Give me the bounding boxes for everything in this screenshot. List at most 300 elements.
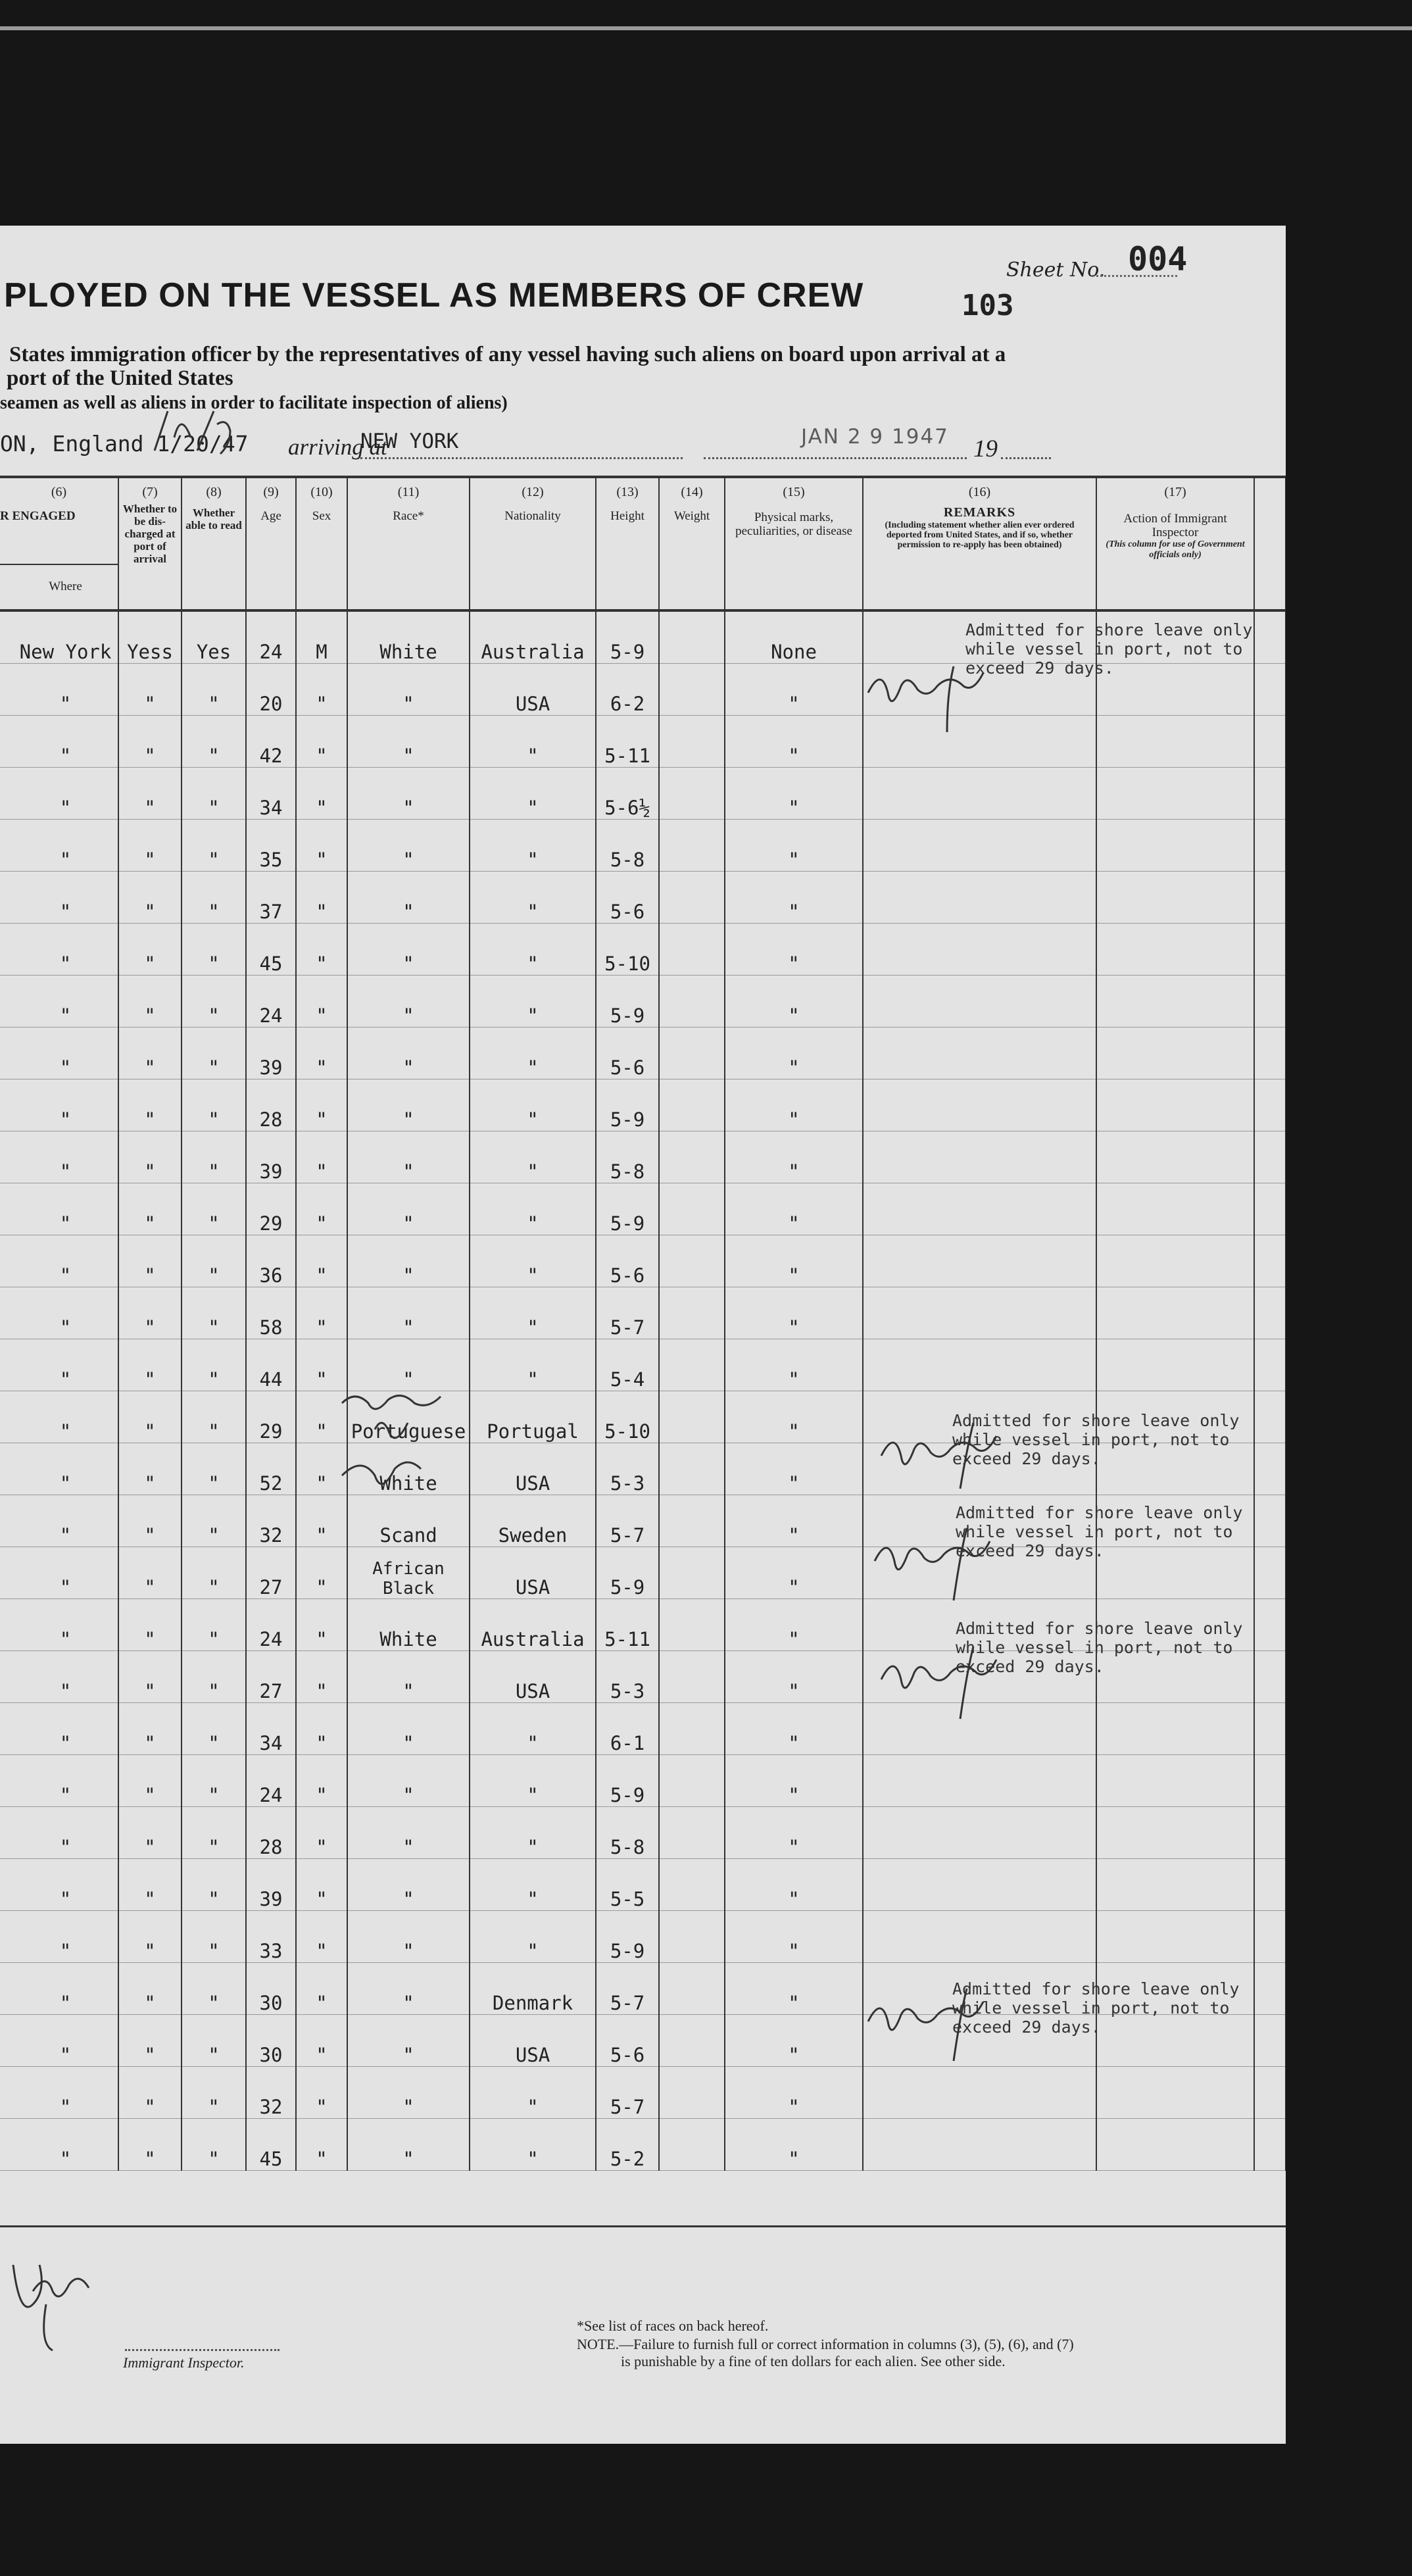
cell-nationality: " — [470, 1859, 596, 1911]
row-edge-cell — [0, 1859, 13, 1911]
margin-cell — [1254, 1599, 1286, 1651]
remarks-cell — [863, 2067, 1096, 2119]
cell-age: 39 — [246, 1859, 296, 1911]
arrival-port: NEW YORK — [360, 430, 459, 453]
cell-nationality: " — [470, 1287, 596, 1339]
cell-discharged: " — [118, 924, 182, 976]
cell-read: " — [182, 1131, 246, 1183]
cell-read: " — [182, 1391, 246, 1443]
cell-nationality: " — [470, 1028, 596, 1079]
remarks-cell — [863, 1079, 1096, 1131]
cell-marks: " — [725, 2067, 863, 2119]
crew-table — [0, 476, 1286, 2171]
cell-age: 30 — [246, 2015, 296, 2067]
cell-sex: " — [296, 1495, 347, 1547]
col-9-header: (9) Age — [246, 477, 296, 610]
cell-race: Portuguese — [347, 1391, 470, 1443]
cell-height: 5-8 — [596, 820, 659, 872]
cell-nationality: " — [470, 1235, 596, 1287]
margin-cell — [1254, 1079, 1286, 1131]
margin-cell — [1254, 1131, 1286, 1183]
cell-age: 39 — [246, 1131, 296, 1183]
cell-sex: " — [296, 820, 347, 872]
action-cell — [1096, 1131, 1254, 1183]
cell-read: " — [182, 1859, 246, 1911]
cell-where: " — [13, 1028, 118, 1079]
row-edge-cell — [0, 1183, 13, 1235]
inspector-signature — [7, 2239, 125, 2357]
cell-read: " — [182, 1287, 246, 1339]
cell-age: 34 — [246, 1703, 296, 1755]
cell-marks: " — [725, 1963, 863, 2015]
cell-discharged: " — [118, 976, 182, 1028]
action-cell — [1096, 1911, 1254, 1963]
remark-5: Admitted for shore leave only while vessel in port, not to exceed 29 days. — [952, 1979, 1240, 2037]
row-edge-cell — [0, 872, 13, 924]
intro-line-2: port of the United States — [7, 366, 233, 390]
cell-read: " — [182, 820, 246, 872]
cell-where: " — [13, 1547, 118, 1599]
cell-nationality: " — [470, 2119, 596, 2171]
cell-read: " — [182, 768, 246, 820]
cell-age: 27 — [246, 1547, 296, 1599]
margin-cell — [1254, 1651, 1286, 1703]
cell-where: " — [13, 1235, 118, 1287]
cell-read: " — [182, 1651, 246, 1703]
cell-where: New York — [13, 610, 118, 664]
cell-height: 5-9 — [596, 1183, 659, 1235]
margin-cell — [1254, 1859, 1286, 1911]
cell-discharged: " — [118, 2119, 182, 2171]
remarks-cell — [863, 820, 1096, 872]
race-handwritten-corrections — [335, 1383, 454, 1515]
film-edge-line — [0, 26, 1412, 30]
cell-sex: " — [296, 1183, 347, 1235]
cell-race: " — [347, 1028, 470, 1079]
row-edge-cell — [0, 1235, 13, 1287]
cell-age: 29 — [246, 1391, 296, 1443]
manifest-sheet — [0, 226, 1286, 2444]
cell-sex: " — [296, 1391, 347, 1443]
cell-nationality: " — [470, 820, 596, 872]
margin-cell — [1254, 716, 1286, 768]
arriving-label: arriving at — [288, 434, 387, 460]
cell-marks: " — [725, 1651, 863, 1703]
cell-sex: M — [296, 610, 347, 664]
cell-race: " — [347, 976, 470, 1028]
port-dotline — [360, 457, 683, 459]
row-edge-cell — [0, 1911, 13, 1963]
action-cell — [1096, 1859, 1254, 1911]
cell-nationality: USA — [470, 2015, 596, 2067]
cell-weight — [659, 1599, 725, 1651]
cell-height: 5-9 — [596, 1755, 659, 1807]
action-cell — [1096, 1703, 1254, 1755]
row-edge-cell — [0, 768, 13, 820]
margin-cell — [1254, 976, 1286, 1028]
remarks-cell — [863, 1131, 1096, 1183]
action-cell — [1096, 1807, 1254, 1859]
cell-discharged: " — [118, 1495, 182, 1547]
cell-sex: " — [296, 1028, 347, 1079]
margin-cell — [1254, 2119, 1286, 2171]
cell-discharged: " — [118, 1911, 182, 1963]
remarks-cell — [863, 1183, 1096, 1235]
action-cell — [1096, 820, 1254, 872]
row-edge-cell — [0, 1028, 13, 1079]
cell-age: 28 — [246, 1079, 296, 1131]
action-cell — [1096, 1079, 1254, 1131]
row-edge-cell — [0, 1131, 13, 1183]
action-cell — [1096, 924, 1254, 976]
cell-height: 6-2 — [596, 664, 659, 716]
row-edge-cell — [0, 2015, 13, 2067]
margin-cell — [1254, 1183, 1286, 1235]
inspector-signature-line — [125, 2349, 280, 2351]
cell-nationality: " — [470, 976, 596, 1028]
cell-weight — [659, 1911, 725, 1963]
row-edge-cell — [0, 1547, 13, 1599]
cell-weight — [659, 1391, 725, 1443]
remarks-cell — [863, 1028, 1096, 1079]
cell-race: " — [347, 1183, 470, 1235]
cell-sex: " — [296, 1859, 347, 1911]
row-edge-cell — [0, 1755, 13, 1807]
cell-sex: " — [296, 768, 347, 820]
sheet-number: 004 — [1128, 240, 1188, 278]
year-label: 19 — [973, 435, 998, 462]
remarks-cell — [863, 872, 1096, 924]
cell-sex: " — [296, 1703, 347, 1755]
table-row — [0, 1911, 1286, 1963]
cell-marks: " — [725, 1703, 863, 1755]
cell-age: 34 — [246, 768, 296, 820]
cell-weight — [659, 820, 725, 872]
page-number: 103 — [962, 289, 1014, 322]
cell-read: " — [182, 924, 246, 976]
cell-race: " — [347, 1859, 470, 1911]
cell-discharged: " — [118, 664, 182, 716]
cell-where: " — [13, 1183, 118, 1235]
table-row — [0, 1807, 1286, 1859]
cell-nationality: " — [470, 2067, 596, 2119]
cell-discharged: " — [118, 1963, 182, 2015]
cell-weight — [659, 1443, 725, 1495]
cell-height: 5-6½ — [596, 768, 659, 820]
cell-where: " — [13, 1703, 118, 1755]
cell-discharged: " — [118, 1131, 182, 1183]
cell-marks: " — [725, 1028, 863, 1079]
table-row — [0, 716, 1286, 768]
cell-marks: " — [725, 1287, 863, 1339]
cell-discharged: " — [118, 1391, 182, 1443]
cell-race: African Black — [347, 1547, 470, 1599]
cell-race: " — [347, 872, 470, 924]
cell-where: " — [13, 1391, 118, 1443]
cell-height: 5-3 — [596, 1651, 659, 1703]
col-6-where-header: Where — [13, 564, 118, 610]
cell-nationality: USA — [470, 1651, 596, 1703]
cell-where: " — [13, 2119, 118, 2171]
action-cell — [1096, 1235, 1254, 1287]
cell-height: 5-9 — [596, 610, 659, 664]
cell-weight — [659, 1287, 725, 1339]
cell-marks: " — [725, 1339, 863, 1391]
cell-sex: " — [296, 2067, 347, 2119]
cell-where: " — [13, 1755, 118, 1807]
cell-nationality: " — [470, 1079, 596, 1131]
cell-where: " — [13, 1807, 118, 1859]
row-edge-cell — [0, 716, 13, 768]
cell-discharged: " — [118, 1859, 182, 1911]
remarks-cell — [863, 1911, 1096, 1963]
cell-read: " — [182, 1599, 246, 1651]
remarks-cell — [863, 2119, 1096, 2171]
cell-marks: " — [725, 1079, 863, 1131]
cell-sex: " — [296, 1079, 347, 1131]
row-edge-cell — [0, 1287, 13, 1339]
cell-nationality: " — [470, 1339, 596, 1391]
row-edge-cell — [0, 1651, 13, 1703]
cell-where: " — [13, 1443, 118, 1495]
cell-read: " — [182, 1495, 246, 1547]
margin-cell — [1254, 1287, 1286, 1339]
cell-where: " — [13, 820, 118, 872]
cell-race: " — [347, 716, 470, 768]
table-row — [0, 820, 1286, 872]
cell-weight — [659, 872, 725, 924]
cell-height: 5-7 — [596, 1287, 659, 1339]
cell-weight — [659, 976, 725, 1028]
cell-discharged: " — [118, 1547, 182, 1599]
cell-sex: " — [296, 976, 347, 1028]
cell-sex: " — [296, 1599, 347, 1651]
table-row — [0, 976, 1286, 1028]
cell-read: " — [182, 1339, 246, 1391]
cell-height: 5-10 — [596, 924, 659, 976]
row-edge-cell — [0, 1339, 13, 1391]
cell-read: " — [182, 1028, 246, 1079]
footnote-fine: is punishable by a fine of ten dollars for each alien. See other side. — [621, 2353, 1006, 2369]
row-edge-cell — [0, 610, 13, 664]
table-row — [0, 2119, 1286, 2171]
cell-nationality: USA — [470, 1443, 596, 1495]
cell-marks: " — [725, 768, 863, 820]
cell-sex: " — [296, 2119, 347, 2171]
margin-cell — [1254, 1547, 1286, 1599]
margin-cell — [1254, 1703, 1286, 1755]
cell-weight — [659, 2015, 725, 2067]
cell-age: 24 — [246, 1755, 296, 1807]
cell-marks: " — [725, 2015, 863, 2067]
cell-race: " — [347, 1287, 470, 1339]
cell-read: " — [182, 2015, 246, 2067]
cell-read: " — [182, 2067, 246, 2119]
row-edge-cell — [0, 1443, 13, 1495]
cell-discharged: " — [118, 716, 182, 768]
cell-age: 28 — [246, 1807, 296, 1859]
date-stamp: JAN 2 9 1947 — [801, 425, 949, 449]
cell-age: 20 — [246, 664, 296, 716]
col-12-header: (12) Nationality — [470, 477, 596, 610]
action-cell — [1096, 1028, 1254, 1079]
cell-read: " — [182, 1963, 246, 2015]
cell-where: " — [13, 2015, 118, 2067]
cell-race: White — [347, 1599, 470, 1651]
cell-read: " — [182, 1911, 246, 1963]
cell-height: 5-3 — [596, 1443, 659, 1495]
cell-marks: " — [725, 1235, 863, 1287]
cell-weight — [659, 2067, 725, 2119]
row-edge-cell — [0, 2067, 13, 2119]
margin-col-header — [1254, 477, 1286, 610]
cell-race: " — [347, 1807, 470, 1859]
col-14-header: (14) Weight — [659, 477, 725, 610]
cell-discharged: Yess — [118, 610, 182, 664]
cell-sex: " — [296, 1755, 347, 1807]
cell-race: " — [347, 924, 470, 976]
cell-height: 5-7 — [596, 1963, 659, 2015]
margin-cell — [1254, 872, 1286, 924]
remarks-cell — [863, 1859, 1096, 1911]
cell-weight — [659, 2119, 725, 2171]
remarks-cell — [863, 1339, 1096, 1391]
cell-marks: " — [725, 1391, 863, 1443]
cell-discharged: " — [118, 820, 182, 872]
col-10-header: (10) Sex — [296, 477, 347, 610]
cell-read: " — [182, 1703, 246, 1755]
cell-read: " — [182, 2119, 246, 2171]
col-16-header: (16) REMARKS (Including statement whether alien ever ordered deported from United States, and if so, whether permission to re-apply has been obtained) — [863, 477, 1096, 610]
cell-weight — [659, 1703, 725, 1755]
cell-height: 5-5 — [596, 1859, 659, 1911]
cell-where: " — [13, 1495, 118, 1547]
cell-weight — [659, 1235, 725, 1287]
cell-weight — [659, 1183, 725, 1235]
cell-height: 5-2 — [596, 2119, 659, 2171]
cell-height: 5-6 — [596, 2015, 659, 2067]
row-edge-cell — [0, 1963, 13, 2015]
remark-3: Admitted for shore leave only while vessel in port, not to exceed 29 days. — [956, 1503, 1243, 1560]
margin-cell — [1254, 664, 1286, 716]
cell-discharged: " — [118, 1183, 182, 1235]
margin-cell — [1254, 1495, 1286, 1547]
remarks-cell — [863, 1287, 1096, 1339]
cell-nationality: Australia — [470, 1599, 596, 1651]
table-row — [0, 1755, 1286, 1807]
cell-read: " — [182, 1183, 246, 1235]
cell-age: 29 — [246, 1183, 296, 1235]
cell-read: " — [182, 716, 246, 768]
cell-weight — [659, 1079, 725, 1131]
cell-nationality: Sweden — [470, 1495, 596, 1547]
departure-field: ON, England 1/20/47 — [0, 431, 249, 457]
cell-sex: " — [296, 1963, 347, 2015]
table-row — [0, 768, 1286, 820]
cell-discharged: " — [118, 1028, 182, 1079]
page-title: PLOYED ON THE VESSEL AS MEMBERS OF CREW — [4, 276, 864, 314]
cell-height: 5-8 — [596, 1807, 659, 1859]
cell-marks: " — [725, 924, 863, 976]
table-row — [0, 1079, 1286, 1131]
remark-2: Admitted for shore leave only while vessel in port, not to exceed 29 days. — [952, 1411, 1240, 1468]
margin-cell — [1254, 1391, 1286, 1443]
remark-1: Admitted for shore leave only while vessel in port, not to exceed 29 days. — [965, 620, 1253, 678]
cell-race: Scand — [347, 1495, 470, 1547]
col-6-edge — [0, 564, 13, 610]
cell-nationality: " — [470, 716, 596, 768]
cell-weight — [659, 610, 725, 664]
cell-race: White — [347, 610, 470, 664]
row-edge-cell — [0, 664, 13, 716]
cell-where: " — [13, 1963, 118, 2015]
table-bottom-rule — [0, 2225, 1286, 2227]
cell-where: " — [13, 1339, 118, 1391]
table-row — [0, 1339, 1286, 1391]
table-row — [0, 1287, 1286, 1339]
margin-cell — [1254, 1443, 1286, 1495]
action-cell — [1096, 2119, 1254, 2171]
table-row — [0, 1859, 1286, 1911]
cell-race: " — [347, 1755, 470, 1807]
table-row — [0, 1131, 1286, 1183]
cell-race: " — [347, 1703, 470, 1755]
margin-cell — [1254, 2015, 1286, 2067]
row-edge-cell — [0, 2119, 13, 2171]
margin-cell — [1254, 1963, 1286, 2015]
margin-cell — [1254, 768, 1286, 820]
cell-age: 45 — [246, 2119, 296, 2171]
cell-where: " — [13, 1651, 118, 1703]
cell-discharged: " — [118, 1339, 182, 1391]
cell-sex: " — [296, 1443, 347, 1495]
cell-height: 5-11 — [596, 1599, 659, 1651]
cell-race: " — [347, 1235, 470, 1287]
cell-age: 24 — [246, 976, 296, 1028]
cell-weight — [659, 1339, 725, 1391]
cell-race: " — [347, 2015, 470, 2067]
cell-age: 42 — [246, 716, 296, 768]
cell-read: " — [182, 1755, 246, 1807]
cell-height: 5-6 — [596, 872, 659, 924]
cell-height: 6-1 — [596, 1703, 659, 1755]
table-row — [0, 2067, 1286, 2119]
cell-marks: " — [725, 1599, 863, 1651]
cell-height: 5-9 — [596, 1911, 659, 1963]
cell-nationality: " — [470, 1703, 596, 1755]
cell-read: " — [182, 664, 246, 716]
cell-height: 5-4 — [596, 1339, 659, 1391]
cell-age: 27 — [246, 1651, 296, 1703]
cell-race: " — [347, 1963, 470, 2015]
action-cell — [1096, 976, 1254, 1028]
table-row — [0, 924, 1286, 976]
sheet-no-dotline — [1092, 275, 1177, 277]
cell-where: " — [13, 664, 118, 716]
margin-cell — [1254, 610, 1286, 664]
table-row — [0, 1235, 1286, 1287]
cell-weight — [659, 768, 725, 820]
cell-age: 35 — [246, 820, 296, 872]
cell-marks: " — [725, 1911, 863, 1963]
action-cell — [1096, 768, 1254, 820]
cell-sex: " — [296, 1807, 347, 1859]
cell-age: 33 — [246, 1911, 296, 1963]
action-cell — [1096, 2067, 1254, 2119]
table-row — [0, 1028, 1286, 1079]
cell-discharged: " — [118, 872, 182, 924]
cell-race: " — [347, 820, 470, 872]
